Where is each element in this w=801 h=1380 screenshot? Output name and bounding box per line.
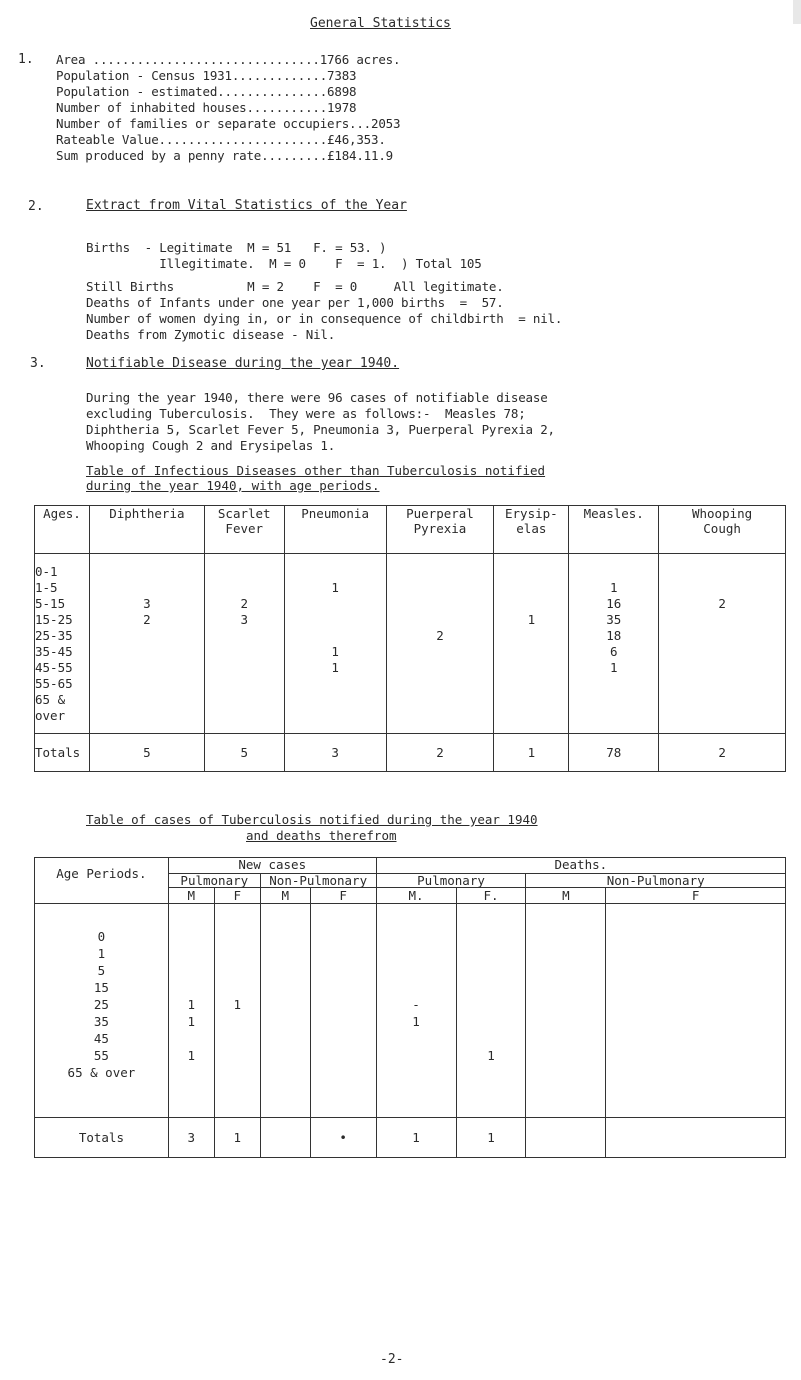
general-stat-line-6: Rateable Value.......................£46,353.	[56, 132, 386, 147]
tb-total-deaths-nonpulm-f	[606, 1118, 786, 1158]
tb-deaths-pulm-f-column: 1	[456, 904, 526, 1118]
header-new-nonpulm-f: F	[310, 888, 376, 904]
general-stat-line-4: Number of inhabited houses...........1978	[56, 100, 357, 115]
notifiable-disease-line-2: excluding Tuberculosis. They were as follows:- Measles 78;	[86, 406, 526, 421]
notifiable-disease-line-4: Whooping Cough 2 and Erysipelas 1.	[86, 438, 336, 453]
vital-stat-line-3: Still Births M = 2 F = 0 All legitimate.	[86, 279, 504, 294]
header-deaths-pulm-f: F.	[456, 888, 526, 904]
vital-stat-line-6: Deaths from Zymotic disease - Nil.	[86, 327, 336, 342]
general-stat-line-2: Population - Census 1931.............7383	[56, 68, 357, 83]
vital-stat-line-1: Births - Legitimate M = 51 F. = 53. )	[86, 240, 387, 255]
section-1-number: 1.	[18, 52, 34, 67]
age-periods-column: 0-1 1-5 5-15 15-25 25-35 35-45 45-55 55-65 65 & over	[35, 554, 90, 734]
notifiable-disease-line-3: Diphtheria 5, Scarlet Fever 5, Pneumonia 3, Puerperal Pyrexia 2,	[86, 422, 555, 437]
header-deaths-pulmonary: Pulmonary	[376, 874, 526, 888]
tb-deaths-pulm-m-column: - 1	[376, 904, 456, 1118]
tb-total-new-pulm-f: 1	[214, 1118, 260, 1158]
section-2-heading: Extract from Vital Statistics of the Year	[86, 198, 407, 213]
section-3-heading: Notifiable Disease during the year 1940.	[86, 356, 400, 371]
notifiable-disease-line-1: During the year 1940, there were 96 cases of notifiable disease	[86, 390, 548, 405]
erysipelas-column: 1	[494, 554, 569, 734]
table-2-caption-line-1: Table of cases of Tuberculosis notified during the year 1940	[86, 812, 538, 827]
section-2-number: 2.	[28, 199, 44, 214]
tb-total-deaths-pulm-m: 1	[376, 1118, 456, 1158]
table-1-caption-line-2: during the year 1940, with age periods.	[86, 478, 380, 493]
page-title: General Statistics	[310, 16, 451, 31]
page-number: -2-	[380, 1352, 404, 1367]
tb-deaths-nonpulm-m-column	[526, 904, 606, 1118]
tb-new-nonpulm-m-column	[260, 904, 310, 1118]
general-stat-line-7: Sum produced by a penny rate.........£184.11.9	[56, 148, 393, 163]
vital-stat-line-5: Number of women dying in, or in consequence of childbirth = nil.	[86, 311, 563, 326]
totals-label: Totals	[35, 734, 90, 772]
header-age-periods: Age Periods.	[35, 858, 169, 904]
tb-total-new-nonpulm-m	[260, 1118, 310, 1158]
header-pneumonia: Pneumonia	[284, 506, 386, 554]
header-diphtheria: Diphtheria	[89, 506, 204, 554]
tb-new-nonpulm-f-column	[310, 904, 376, 1118]
scarlet-fever-column: 2 3	[204, 554, 284, 734]
header-scarlet-fever: Scarlet Fever	[204, 506, 284, 554]
tb-total-new-nonpulm-f: •	[310, 1118, 376, 1158]
header-deaths-non-pulmonary: Non-Pulmonary	[526, 874, 786, 888]
header-new-nonpulm-m: M	[260, 888, 310, 904]
vital-stat-line-2: Illegitimate. M = 0 F = 1. ) Total 105	[86, 256, 482, 271]
tb-age-periods-column: 0 1 5 15 25 35 45 55 65 & over	[35, 904, 169, 1118]
tb-total-deaths-pulm-f: 1	[456, 1118, 526, 1158]
total-whooping-cough: 2	[659, 734, 786, 772]
header-deaths: Deaths.	[376, 858, 785, 874]
header-erysipelas: Erysip- elas	[494, 506, 569, 554]
puerperal-pyrexia-column: 2	[386, 554, 494, 734]
tb-totals-label: Totals	[35, 1118, 169, 1158]
tb-new-pulm-f-column: 1	[214, 904, 260, 1118]
general-stat-line-3: Population - estimated...............6898	[56, 84, 357, 99]
header-deaths-nonpulm-f: F	[606, 888, 786, 904]
tb-total-new-pulm-m: 3	[168, 1118, 214, 1158]
table-1-caption-line-1: Table of Infectious Diseases other than Tuberculosis notified	[86, 463, 546, 478]
header-ages: Ages.	[35, 506, 90, 554]
diphtheria-column: 3 2	[89, 554, 204, 734]
measles-column: 1 16 35 18 6 1	[569, 554, 659, 734]
pneumonia-column: 1 1 1	[284, 554, 386, 734]
header-new-non-pulmonary: Non-Pulmonary	[260, 874, 376, 888]
header-new-pulmonary: Pulmonary	[168, 874, 260, 888]
general-stat-line-1: Area ...............................1766 acres.	[56, 52, 401, 67]
header-puerperal-pyrexia: Puerperal Pyrexia	[386, 506, 494, 554]
tb-deaths-nonpulm-f-column	[606, 904, 786, 1118]
header-new-pulm-m: M	[168, 888, 214, 904]
header-new-cases: New cases	[168, 858, 376, 874]
header-new-pulm-f: F	[214, 888, 260, 904]
table-2-caption-line-2: and deaths therefrom	[246, 828, 397, 843]
total-scarlet-fever: 5	[204, 734, 284, 772]
tb-new-pulm-m-column: 1 1 1	[168, 904, 214, 1118]
tuberculosis-table	[34, 857, 786, 1158]
header-deaths-nonpulm-m: M	[526, 888, 606, 904]
tb-total-deaths-nonpulm-m	[526, 1118, 606, 1158]
total-erysipelas: 1	[494, 734, 569, 772]
total-pneumonia: 3	[284, 734, 386, 772]
section-3-number: 3.	[30, 356, 46, 371]
infectious-diseases-table	[34, 505, 786, 772]
total-diphtheria: 5	[89, 734, 204, 772]
header-measles: Measles.	[569, 506, 659, 554]
total-measles: 78	[569, 734, 659, 772]
general-stat-line-5: Number of families or separate occupiers...2053	[56, 116, 401, 131]
whooping-cough-column: 2	[659, 554, 786, 734]
vital-stat-line-4: Deaths of Infants under one year per 1,000 births = 57.	[86, 295, 504, 310]
page-corner-shadow	[793, 0, 801, 24]
header-deaths-pulm-m: M.	[376, 888, 456, 904]
total-puerperal-pyrexia: 2	[386, 734, 494, 772]
header-whooping-cough: Whooping Cough	[659, 506, 786, 554]
